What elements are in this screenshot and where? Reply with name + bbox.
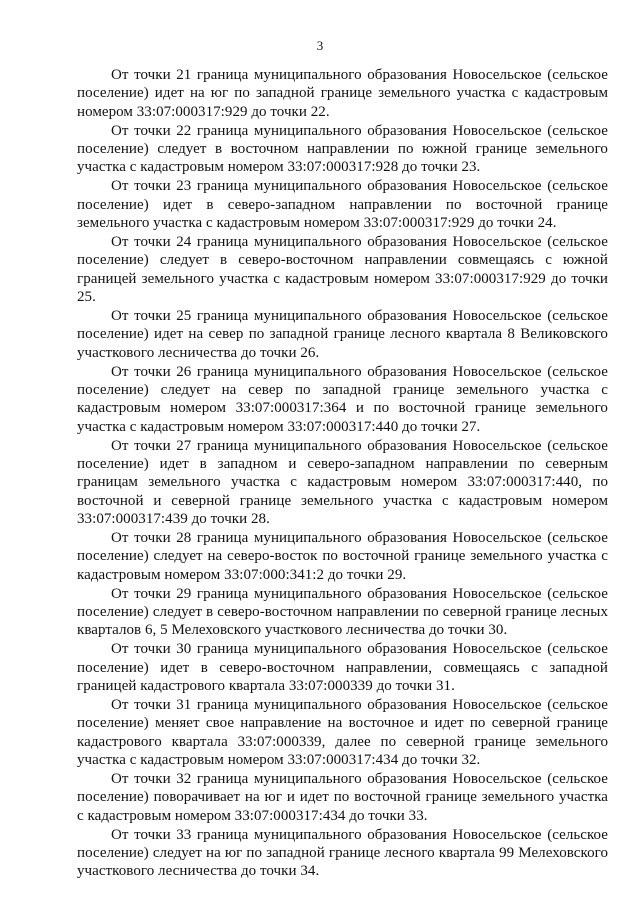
- paragraph-point-25: От точки 25 граница муниципального образования Новосельское (сельское поселение) идет на север по западной границе лесного квартала 8 Великовского участкового лесничества до точки 26.: [77, 308, 608, 361]
- paragraph-point-22: От точки 22 граница муниципального образования Новосельское (сельское поселение) следует в восточном направлении по южной границе земельного участка с кадастровым номером 33:07:000317:928 до точки 23.: [77, 122, 608, 176]
- document-body: [77, 66, 608, 881]
- paragraph-point-26: От точки 26 граница муниципального образования Новосельское (сельское поселение) следует на север по западной границе земельного участка с кадастровым номером 33:07:000317:364 и по восточной границе земельного участка с кадастровым номером 33:07:000317:440 до точки 27.: [77, 363, 608, 435]
- page-number: 3: [316, 38, 324, 53]
- paragraph-point-29: От точки 29 граница муниципального образования Новосельское (сельское поселение) следует в северо-восточном направлении по северной границе лесных кварталов 6, 5 Мелеховского участкового лесничества до точки 30.: [77, 585, 608, 639]
- paragraph-point-23: От точки 23 граница муниципального образования Новосельское (сельское поселение) идет в северо-западном направлении по восточной границе земельного участка с кадастровым номером 33:07:000317:929 до точки 24.: [77, 178, 608, 231]
- paragraph-point-28: От точки 28 граница муниципального образования Новосельское (сельское поселение) следует на северо-восток по восточной границе земельного участка с кадастровым номером 33:07:000:341:2 до точки 29.: [77, 530, 608, 583]
- paragraph-point-33: От точки 33 граница муниципального образования Новосельское (сельское поселение) следует на юг по западной границе лесного квартала 99 Мелеховского участкового лесничества до точки 34.: [77, 826, 608, 880]
- paragraph-point-32: От точки 32 граница муниципального образования Новосельское (сельское поселение) поворачивает на юг и идет по восточной границе земельного участка с кадастровым номером 33:07:000317:434 до точки 33.: [77, 771, 608, 824]
- paragraph-point-31: От точки 31 граница муниципального образования Новосельское (сельское поселение) меняет свое направление на восточное и идет по северной границе кадастрового квартала 33:07:000339, далее по северной границе земельного участка с кадастровым номером 33:07:000317:434 до точки 32.: [77, 697, 608, 768]
- paragraph-point-30: От точки 30 граница муниципального образования Новосельское (сельское поселение) идет в северо-восточном направлении, совмещаясь с западной границей кадастрового квартала 33:07:000339 до точки 31.: [77, 641, 608, 694]
- paragraph-point-24: От точки 24 граница муниципального образования Новосельское (сельское поселение) следует в северо-восточном направлении совмещаясь с южной границей земельного участка с кадастровым номером 33:07:000317:929 до точки 25.: [77, 234, 608, 305]
- paragraph-point-27: От точки 27 граница муниципального образования Новосельское (сельское поселение) идет в западном и северо-западном направлении по северным границам земельного участка с кадастровым номером 33:07:000317:440, по восточной и северной границе земельного участка с кадастровым номером 33:07:000317:439 до точки 28.: [77, 437, 608, 527]
- paragraph-point-21: От точки 21 граница муниципального образования Новосельское (сельское поселение) идет на юг по западной границе земельного участка с кадастровым номером 33:07:000317:929 до точки 22.: [77, 67, 608, 120]
